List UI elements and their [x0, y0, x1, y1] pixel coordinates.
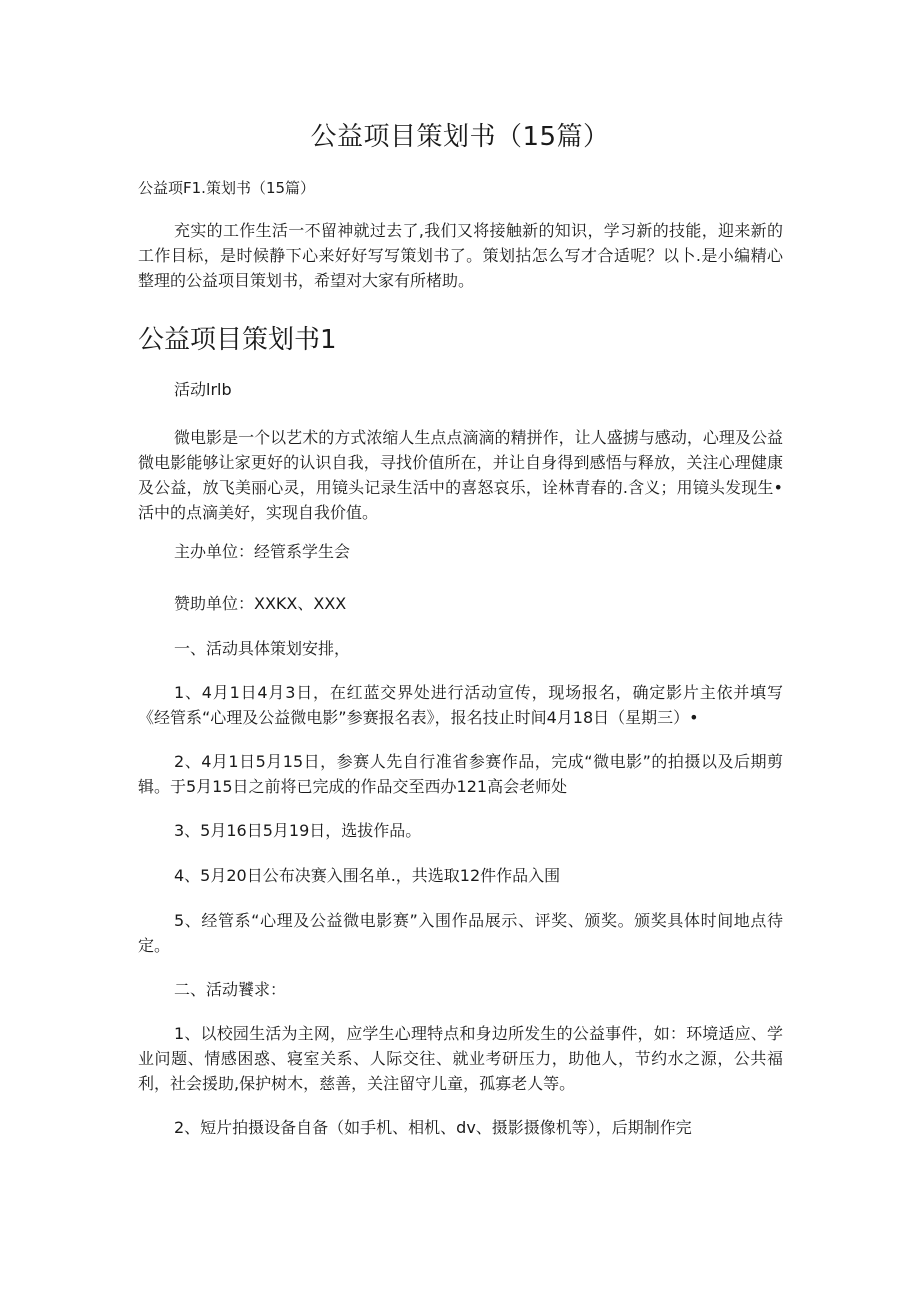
paragraph-section-one-heading: 一、活动具体策划安排，: [174, 639, 351, 658]
paragraph-schedule-item-4: 4、5月20日公布决赛入围名单.，共选取12件作品入围: [174, 866, 561, 885]
intro-paragraph: 充实的工作生活一不留神就过去了,我们又将接触新的知识，学习新的技能，迎来新的工作目标，是时候静下心来好好写写策划书了。策划拈怎么写才合适呢？以卜.是小编精心整理的公益项目策划书，希望对大家有所楮助。: [138, 221, 783, 290]
paragraph-schedule-item-1: 1、4月1日4月3日，在红蓝交界处进行活动宣传，现场报名，确定影片主依并填写《经管系“心理及公益微电影”参赛报名表》，报名技止时间4月18日（星期三）•: [138, 683, 783, 727]
paragraph-sponsor: 赞助单位：XXKX、XXX: [174, 594, 347, 613]
paragraph-requirement-1: 1、以校园生活为主网，应学生心理特点和身边所发生的公益事件，如：环境适应、学业问题、情感困惑、寝室关系、人际交往、就业考研压力，助他人，节约水之源，公共福利，社会援助,保护树木，慈善，关注留守儿童，孤寡老人等。: [138, 1024, 783, 1093]
paragraph-activity-description: 微电影是一个以艺术的方式浓缩人生点点滴滴的精拼作，让人盛掳与感动，心理及公益微电影能够让家更好的认识自我，寻找价值所在，并让自身得到感悟与释放，关注心理健康及公益，放飞美丽心灵，用镜头记录生活中的喜怒哀乐，诠林青春的.含义；用镜头发现生•活中的点滴美好，实现自我价值。: [138, 428, 783, 522]
paragraph-schedule-item-3: 3、5月16日5月19日，选拔作品。: [174, 821, 422, 840]
paragraph-organizer: 主办单位：经管系学生会: [174, 542, 351, 561]
document-title: 公益项目策划书（15篇）: [310, 122, 610, 152]
paragraph-section-two-heading: 二、活动饕求：: [174, 980, 287, 999]
section-heading: 公益项目策划书1: [138, 325, 337, 355]
paragraph-activity-name: 活动lrlb: [174, 380, 232, 399]
document-subtitle: 公益项F1.策划书（15篇）: [138, 179, 316, 197]
paragraph-schedule-item-5: 5、经管系“心理及公益微电影赛”入围作品展示、评奖、颁奖。颁奖具体时间地点待定。: [138, 911, 783, 955]
paragraph-schedule-item-2: 2、4月1日5月15日，参赛人先自行准省参赛作品，完成“微电影”的拍摄以及后期剪辑。于5月15日之前将已完成的作品交至西办121高会老师处: [138, 752, 783, 796]
paragraph-requirement-2: 2、短片拍摄设备自备（如手机、相机、dv、摄影摄像机等），后期制作完: [174, 1118, 692, 1137]
